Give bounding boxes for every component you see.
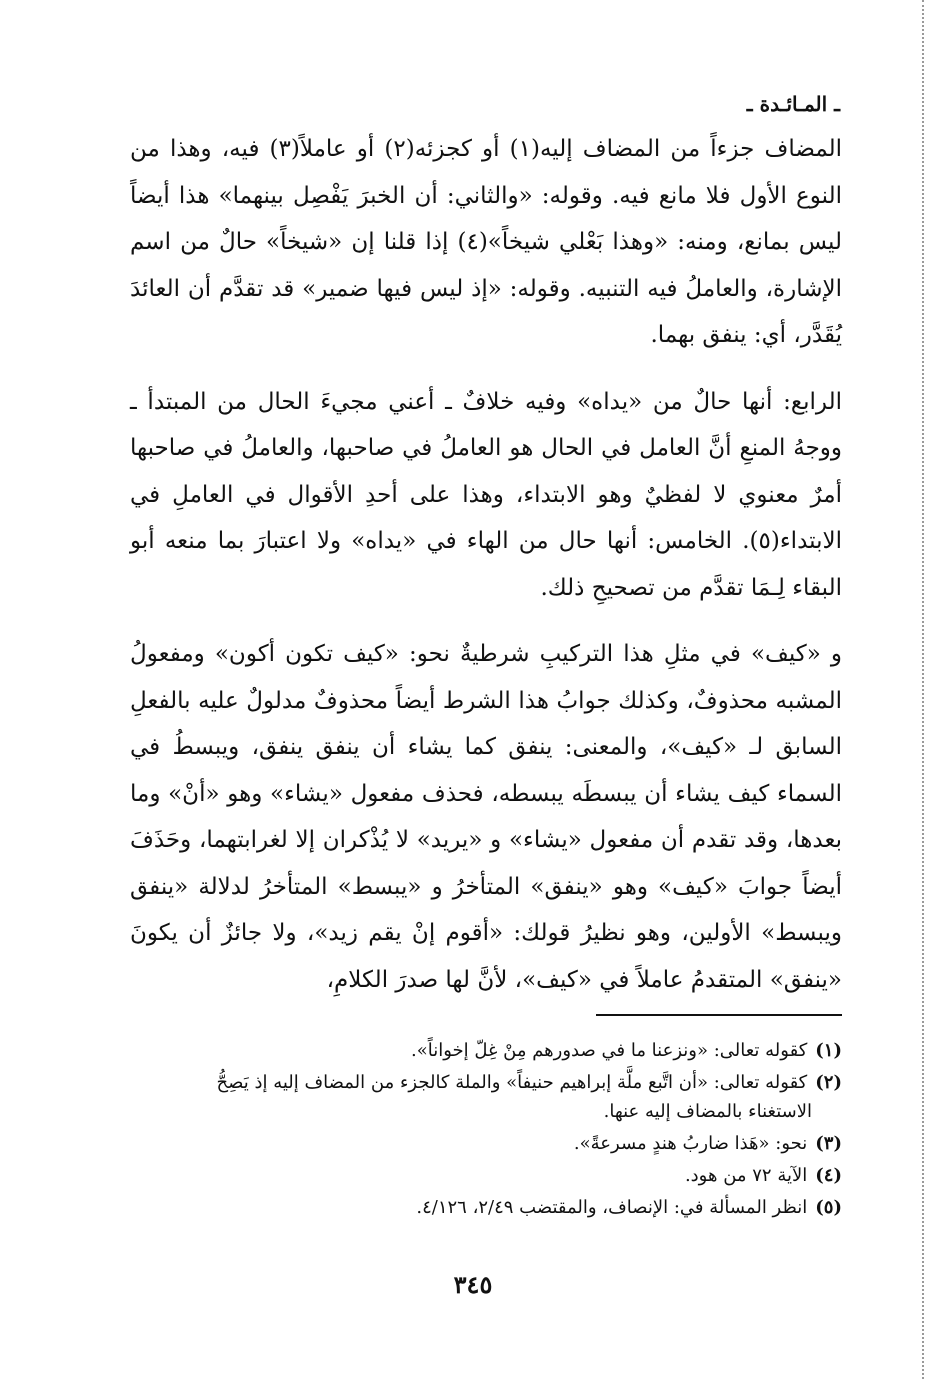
footnote-continuation: الاستغناء بالمضاف إليه عنها. [603, 1101, 812, 1122]
page-edge-dotted-line [922, 0, 924, 1379]
footnote-number: (٤) [815, 1165, 842, 1186]
footnote-1 [150, 1036, 842, 1065]
footnotes [150, 1036, 842, 1225]
footnote-separator [596, 1014, 842, 1016]
paragraph-1: المضاف جزءاً من المضاف إليه(١) أو كجزئه(٢) أو عاملاً(٣) فيه، وهذا من النوع الأول فلا مانع فيه. وقوله: «والثاني: أن الخبرَ يَفْصِل بينهما» هذا أيضاً ليس بمانع، ومنه: «وهذا بَعْلي شيخاً»(٤) إذا قلنا إن «شيخاً» حالٌ من اسم الإشارة، والعاملُ فيه التنبيه. وقوله: «إذ ليس فيها ضمير» قد تقدَّم أن العائدَ يُقَدَّر، أي: ينفق بهما. [130, 136, 843, 348]
footnote-number: (٢) [815, 1072, 842, 1093]
running-header: ـ المـائـدة ـ [746, 92, 840, 116]
footnote-2 [150, 1068, 842, 1126]
footnote-text: كقوله تعالى: «ونزعنا ما في صدورهم مِنْ غِلّ إخواناً». [410, 1040, 808, 1061]
footnote-4 [150, 1161, 842, 1190]
footnote-3 [150, 1129, 842, 1158]
footnote-text: كقوله تعالى: «أن اتَّبع ملَّة إبراهيم حنيفاً» والملة كالجزء من المضاف إليه إذ يَصِحُّ [216, 1072, 808, 1093]
footnote-text: نحو: «هَذا ضاربُ هندٍ مسرعةً». [573, 1133, 808, 1154]
paragraph-2: الرابع: أنها حالٌ من «يداه» وفيه خلافٌ ـ أعني مجيءَ الحال من المبتدأ ـ ووجهُ المنعِ أنَّ العامل في الحال هو العاملُ في صاحبها، والعاملُ في صاحبها أمرٌ معنوي لا لفظيٌ وهو الابتداء، وهذا على أحدِ الأقوال في العاملِ في الابتداء(٥). الخامس: أنها حال من الهاء في «يداه» ولا اعتبارَ بما منعه أبو البقاء لِـمَا تقدَّم من تصحيحِ ذلك. [130, 388, 842, 601]
main-text [130, 126, 842, 1003]
footnote-number: (١) [815, 1040, 842, 1061]
page-number: ٣٤٥ [453, 1270, 493, 1299]
footnote-number: (٣) [815, 1133, 842, 1154]
paragraph-3: و «كيف» في مثلِ هذا التركيبِ شرطيةٌ نحو: «كيف تكون أكون» ومفعولُ المشبه محذوفٌ، وكذلك جوابُ هذا الشرط أيضاً محذوفٌ مدلولٌ عليه بالفعلِ السابق لـ «كيف»، والمعنى: ينفق كما يشاء أن ينفق ينفق، ويبسطُ في السماء كيف يشاء أن يبسطَه يبسطه، فحذف مفعول «يشاء» وهو «أنْ» وما بعدها، وقد تقدم أن مفعول «يشاء» و «يريد» لا يُذْكران إلا لغرابتهما، وحَذَفَ أيضاً جوابَ «كيف» وهو «ينفق» المتأخرُ و «يبسط» المتأخرُ لدلالة «ينفق ويبسط» الأولين، وهو نظيرُ قولك: «أقوم إنْ يقم زيد»، ولا جائزٌ أن يكونَ «ينفق» المتقدمُ عاملاً في «كيف»، لأنَّ لها صدرَ الكلامِ، [130, 641, 842, 993]
footnote-5 [150, 1193, 842, 1222]
footnote-text: الآية ٧٢ من هود. [684, 1165, 808, 1186]
footnote-number: (٥) [815, 1197, 842, 1218]
footnote-text: انظر المسألة في: الإنصاف، والمقتضب ٢/٤٩، ٤/١٢٦. [416, 1197, 808, 1218]
